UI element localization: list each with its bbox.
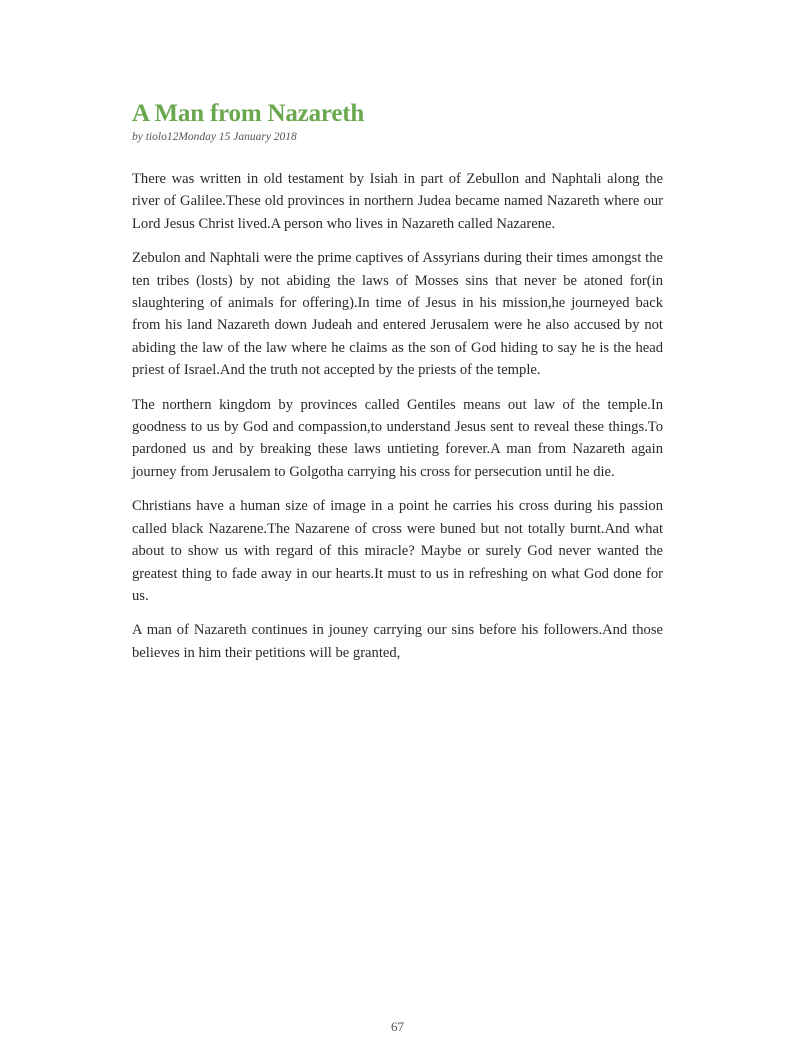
paragraph-2: Zebulon and Naphtali were the prime captives of Assyrians during their times amongst the ten tribes (losts) by not abiding the laws of Mosses sins that never be atoned for(in slaughtering of animals for offering).In time of Jesus in his mission,he journeyed back from his land Nazareth down Judeah and entered Jerusalem were he also accused by not abiding the law of the law where he claims as the son of God hiding to say he is the head priest of Israel.And the truth not accepted by the priests of the temple. <box>132 250 663 379</box>
paragraph-5: A man of Nazareth continues in jouney carrying our sins before his followers.And those believes in him their petitions will be granted, <box>132 622 663 661</box>
paragraph-4: Christians have a human size of image in a point he carries his cross during his passion called black Nazarene.The Nazarene of cross were buned but not totally burnt.And what about to show us with regard of this miracle? Maybe or surely God never wanted the greatest thing to fade away in our hearts.It must to us in refreshing on what God done for us. <box>132 498 663 604</box>
paragraph-3: The northern kingdom by provinces called Gentiles means out law of the temple.In goodness to us by God and compassion,to understand Jesus sent to reveal these things.To pardoned us and by breaking these laws untieting forever.A man from Nazareth again journey from Jerusalem to Golgotha carrying his cross for persecution until he die. <box>132 396 663 480</box>
article-title: A Man from Nazareth <box>132 100 365 127</box>
article <box>132 98 663 676</box>
page-number: 67 <box>391 1019 404 1034</box>
paragraph-1: There was written in old testament by Isiah in part of Zebullon and Naphtali along the river of Galilee.These old provinces in northern Judea became named Nazareth where our Lord Jesus Christ lived.A person who lives in Nazareth called Nazarene. <box>132 171 663 232</box>
article-byline: by tiolo12Monday 15 January 2018 <box>132 131 297 143</box>
